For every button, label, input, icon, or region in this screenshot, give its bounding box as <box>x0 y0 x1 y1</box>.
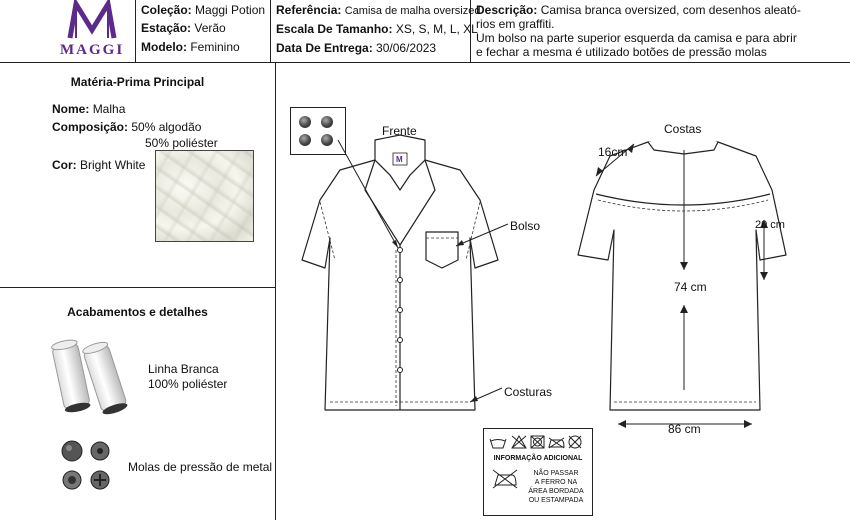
estacao-row <box>141 21 226 36</box>
care-line2: A FERRO NA <box>534 479 578 486</box>
shirt-tag-letter: M <box>396 155 403 164</box>
entrega-row <box>276 41 436 56</box>
entrega-value: 30/06/2023 <box>376 41 437 55</box>
linha-line1: Linha Branca <box>148 362 219 376</box>
colecao-row <box>141 3 265 18</box>
thread-spools-image <box>50 338 130 416</box>
modelo-row <box>141 40 240 55</box>
cor-label: Cor: <box>52 158 77 172</box>
colecao-value: Maggi Potion <box>195 3 266 17</box>
care-line1: NÃO PASSAR <box>533 470 579 477</box>
frente-label: Frente <box>382 124 417 138</box>
descricao-line1: Camisa branca oversized, com desenhos aleató- <box>540 3 801 17</box>
shirt-back-drawing <box>560 120 800 430</box>
nome-row <box>52 102 125 117</box>
escala-value: XS, S, M, L, XL <box>395 22 478 36</box>
escala-label: Escala De Tamanho: <box>276 22 393 36</box>
composicao-1: 50% algodão <box>131 120 202 134</box>
modelo-value: Feminino <box>190 40 240 54</box>
measure-74cm: 74 cm <box>674 280 707 294</box>
referencia-value: Camisa de malha oversized <box>344 5 481 17</box>
descricao-line3: Um bolso na parte superior esquerda da camisa e para abrir <box>476 31 797 45</box>
escala-row <box>276 22 478 37</box>
header-divider <box>0 62 850 63</box>
care-label-box <box>483 428 593 516</box>
costuras-label: Costuras <box>504 385 553 399</box>
care-line3: ÁREA BORDADA <box>528 488 584 495</box>
linha-line2: 100% poliéster <box>148 377 228 391</box>
cor-value: Bright White <box>80 158 146 172</box>
left-panel-divider <box>275 62 276 520</box>
referencia-row <box>276 3 480 19</box>
left-section-divider <box>0 287 275 288</box>
measure-20cm: 20 cm <box>755 219 785 231</box>
colecao-label: Coleção: <box>141 3 192 17</box>
care-line4: OU ESTAMPADA <box>528 497 584 504</box>
measure-86cm: 86 cm <box>668 422 701 436</box>
header-col-divider-1 <box>135 0 136 62</box>
descricao-row <box>476 3 801 18</box>
nome-label: Nome: <box>52 102 90 116</box>
shirt-front-drawing <box>280 120 553 420</box>
cor-row <box>52 158 145 173</box>
no-iron-icon <box>492 467 518 489</box>
material-title: Matéria-Prima Principal <box>70 75 205 89</box>
estacao-value: Verão <box>194 21 226 35</box>
estacao-label: Estação: <box>141 21 192 35</box>
descricao-label: Descrição: <box>476 3 538 17</box>
logo-mark <box>62 0 122 40</box>
metal-snaps-image <box>58 438 118 496</box>
fabric-swatch-image <box>155 150 254 242</box>
descricao-line2: rios em graffiti. <box>476 17 555 31</box>
costas-label: Costas <box>664 122 702 136</box>
bolso-label: Bolso <box>510 219 541 233</box>
acabamentos-title: Acabamentos e detalhes <box>67 305 208 319</box>
care-title: INFORMAÇÃO ADICIONAL <box>493 455 583 462</box>
descricao-line4: e fechar a mesma é utilizado botões de pressão molas <box>476 45 767 59</box>
measure-16cm: 16cm <box>598 145 628 159</box>
entrega-label: Data De Entrega: <box>276 41 373 55</box>
header-col-divider-2 <box>270 0 271 62</box>
composicao-2: 50% poliéster <box>145 136 218 150</box>
composicao-row <box>52 120 201 135</box>
nome-value: Malha <box>92 102 126 116</box>
modelo-label: Modelo: <box>141 40 187 54</box>
care-symbols-icon <box>488 433 588 451</box>
referencia-label: Referência: <box>276 3 342 17</box>
composicao-label: Composição: <box>52 120 129 134</box>
logo-text: MAGGI <box>60 42 125 58</box>
molas-label: Molas de pressão de metal <box>128 460 273 474</box>
